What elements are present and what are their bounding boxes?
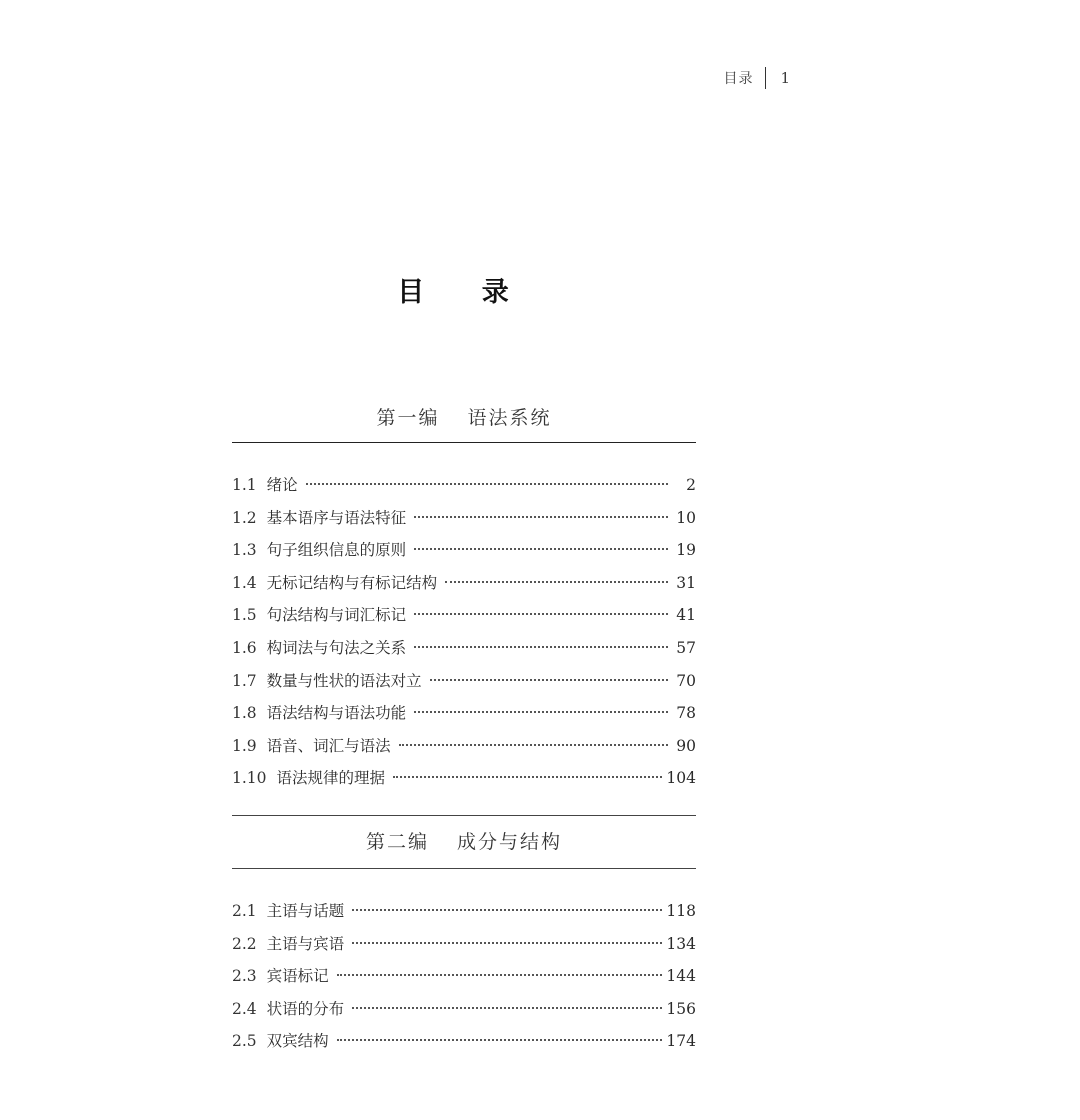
dot-leader — [399, 744, 668, 746]
toc-entry[interactable] — [232, 502, 696, 535]
part-title: 成分与结构 — [457, 831, 563, 853]
toc-entry[interactable] — [232, 1025, 696, 1058]
section-page: 156 — [666, 999, 696, 1018]
running-head-title: 目录 — [723, 71, 754, 87]
dot-leader — [445, 581, 668, 583]
section-title: 宾语标记 — [266, 967, 329, 986]
dot-leader — [352, 1007, 662, 1009]
toc-entry[interactable] — [232, 665, 696, 698]
toc-entry[interactable] — [232, 993, 696, 1026]
toc-entry[interactable] — [232, 567, 696, 600]
section-page: 134 — [666, 934, 696, 953]
dot-leader — [430, 679, 668, 681]
section-page: 78 — [676, 704, 696, 723]
section-title: 主语与宾语 — [266, 934, 345, 953]
dot-leader — [414, 646, 668, 648]
section-number: 2.1 — [232, 902, 257, 920]
dot-leader — [337, 1039, 663, 1041]
toc-entry[interactable] — [232, 730, 696, 763]
toc-entry[interactable] — [232, 762, 696, 795]
section-page: 104 — [666, 769, 696, 788]
running-head-divider — [765, 67, 766, 89]
part-title: 语法系统 — [467, 407, 552, 429]
section-page: 10 — [676, 508, 696, 527]
dot-leader — [352, 909, 662, 911]
section-page: 174 — [666, 1032, 696, 1051]
part-section — [232, 815, 696, 1058]
section-title: 句子组织信息的原则 — [266, 541, 407, 560]
part-number: 第一编 — [376, 407, 440, 429]
dot-leader — [337, 974, 663, 976]
toc-entry[interactable] — [232, 599, 696, 632]
section-number: 2.4 — [232, 999, 257, 1018]
dot-leader — [352, 942, 662, 944]
section-number: 1.10 — [232, 769, 267, 788]
section-number: 2.5 — [232, 1032, 257, 1051]
section-number: 1.5 — [232, 606, 257, 625]
toc-list — [232, 469, 696, 795]
dot-leader — [306, 483, 668, 485]
section-number: 1.6 — [232, 638, 257, 657]
section-number: 1.1 — [232, 476, 257, 494]
section-number: 2.2 — [232, 934, 257, 953]
section-number: 2.3 — [232, 967, 257, 986]
section-page: 70 — [676, 671, 696, 690]
part-section — [232, 398, 696, 795]
section-title: 主语与话题 — [266, 902, 345, 920]
section-page: 144 — [666, 967, 696, 986]
section-page: 19 — [676, 541, 696, 560]
toc-entry[interactable] — [232, 697, 696, 730]
toc-entry[interactable] — [232, 632, 696, 665]
section-title: 绪论 — [266, 476, 298, 494]
section-title: 句法结构与词汇标记 — [266, 606, 407, 625]
section-number: 1.7 — [232, 671, 257, 690]
section-title: 语法规律的理据 — [276, 769, 386, 788]
section-title: 语音、词汇与语法 — [266, 736, 391, 755]
toc-entry[interactable] — [232, 469, 696, 502]
section-page: 57 — [676, 638, 696, 657]
page-number: 1 — [780, 69, 790, 87]
part-heading — [232, 398, 696, 443]
section-page: 90 — [676, 736, 696, 755]
section-page: 2 — [686, 476, 696, 494]
section-title: 基本语序与语法特征 — [266, 508, 407, 527]
section-title: 数量与性状的语法对立 — [266, 671, 422, 690]
dot-leader — [414, 548, 668, 550]
section-number: 1.4 — [232, 573, 257, 592]
toc-title: 目 录 — [397, 277, 533, 308]
section-number: 1.3 — [232, 541, 257, 560]
section-number: 1.9 — [232, 736, 257, 755]
section-page: 31 — [676, 573, 696, 592]
section-title: 构词法与句法之关系 — [266, 638, 407, 657]
section-page: 41 — [676, 606, 696, 625]
toc-entry[interactable] — [232, 928, 696, 961]
part-number: 第二编 — [365, 831, 429, 853]
section-title: 双宾结构 — [266, 1032, 329, 1051]
section-title: 无标记结构与有标记结构 — [266, 573, 438, 592]
toc-list — [232, 895, 696, 1058]
running-head — [700, 66, 800, 90]
section-number: 1.8 — [232, 704, 257, 723]
dot-leader — [414, 516, 668, 518]
section-number: 1.2 — [232, 508, 257, 527]
dot-leader — [414, 613, 668, 615]
dot-leader — [393, 776, 662, 778]
section-page: 118 — [666, 902, 696, 920]
toc-entry[interactable] — [232, 895, 696, 928]
toc-entry[interactable] — [232, 534, 696, 567]
part-heading — [232, 815, 696, 869]
toc-entry[interactable] — [232, 960, 696, 993]
section-title: 语法结构与语法功能 — [266, 704, 407, 723]
dot-leader — [414, 711, 668, 713]
section-title: 状语的分布 — [266, 999, 345, 1018]
